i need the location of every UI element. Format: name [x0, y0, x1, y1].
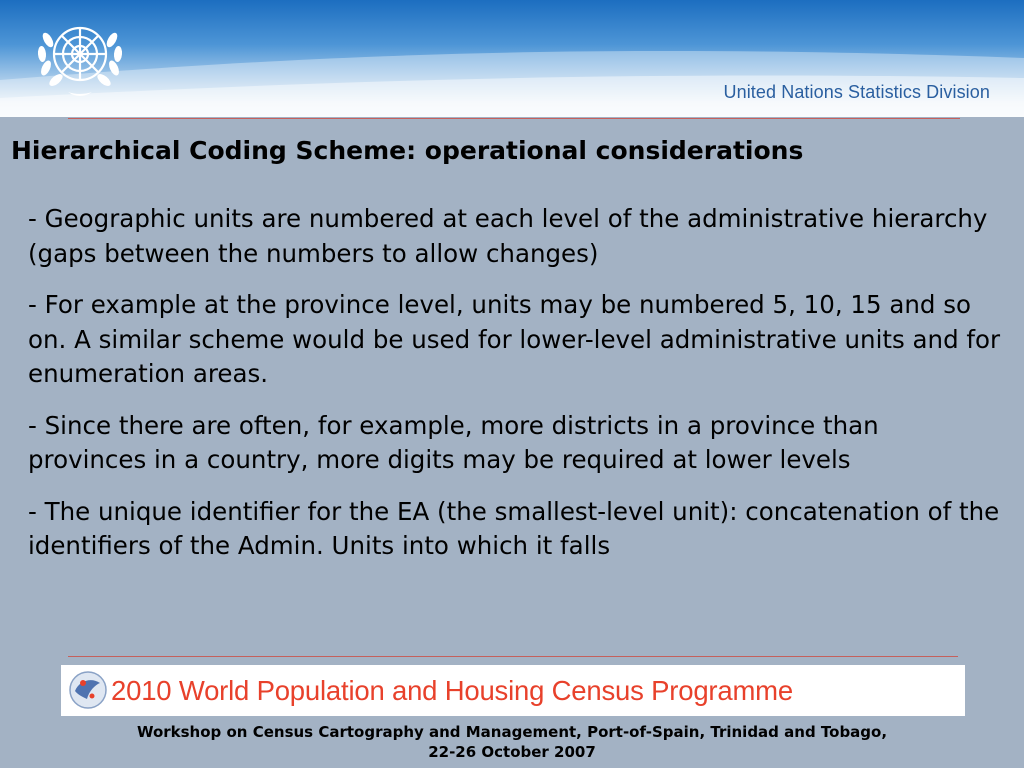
bullet-item: - The unique identifier for the EA (the smallest-level unit): concatenation of the identifiers of the Admin. Units into which it falls: [28, 496, 1000, 560]
slide-title: Hierarchical Coding Scheme: operational considerations: [11, 136, 804, 165]
census-programme-banner: [61, 665, 965, 716]
bullet-item: - For example at the province level, units may be numbered 5, 10, 15 and so on. A similar scheme would be used for lower-level administrative units and for enumeration areas.: [28, 290, 1001, 388]
footer-line-1: Workshop on Census Cartography and Management, Port-of-Spain, Trinidad and Tobago,: [136, 723, 888, 741]
footer-line-2: 22-26 October 2007: [428, 743, 596, 761]
header-divider: [68, 118, 960, 119]
census-programme-logo-icon: [67, 669, 109, 711]
census-programme-title: 2010 World Population and Housing Census Programme: [111, 675, 793, 706]
slide-header: [0, 0, 1024, 117]
bullet-list: [28, 202, 1003, 581]
bullet-item: - Geographic units are numbered at each level of the administrative hierarchy (gaps between the numbers to allow changes): [28, 204, 988, 268]
un-emblem-icon: [28, 10, 132, 102]
footer-divider: [68, 656, 958, 657]
workshop-footer: [0, 722, 1024, 762]
division-name: United Nations Statistics Division: [723, 82, 990, 102]
bullet-item: - Since there are often, for example, more districts in a province than provinces in a country, more digits may be required at lower levels: [28, 410, 879, 474]
